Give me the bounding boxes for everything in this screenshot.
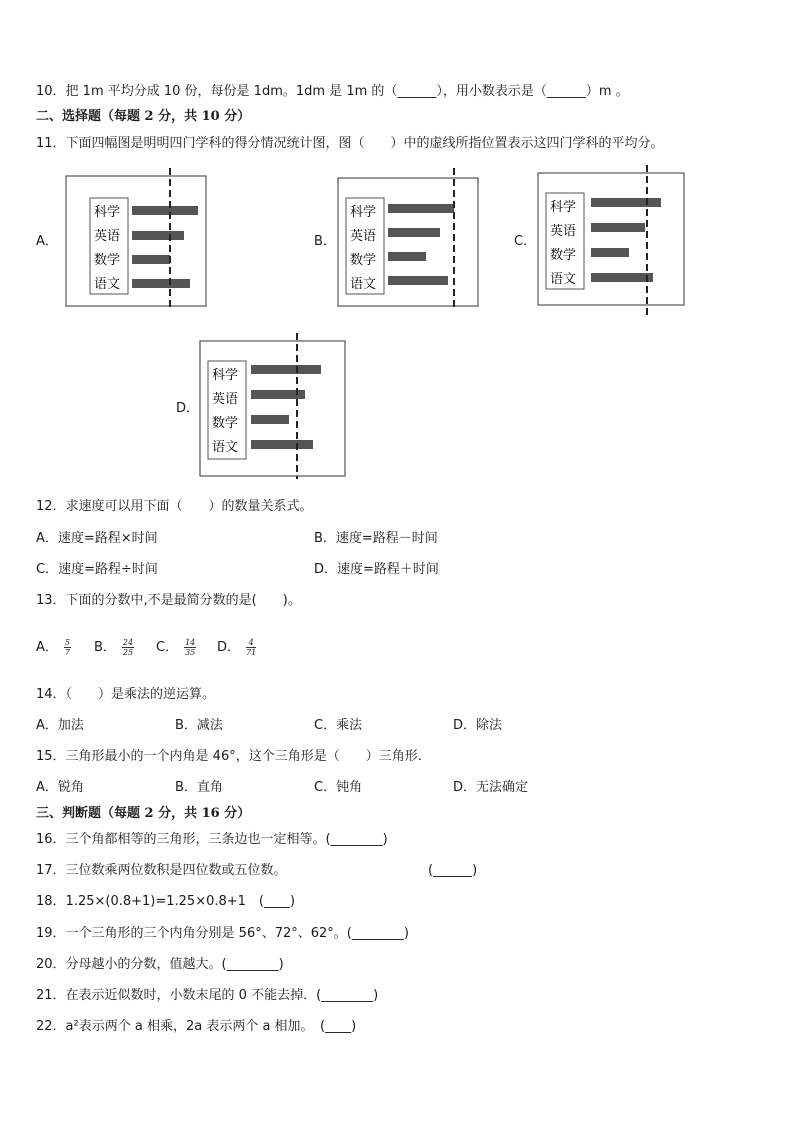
- subject-label: 科学: [94, 205, 121, 220]
- bar: [388, 252, 426, 261]
- option-label: C．: [156, 640, 179, 655]
- option-label: D．: [217, 640, 241, 655]
- q11-chart-c: [536, 165, 688, 320]
- question-10: 10．把 1m 平均分成 10 份，每份是 1dm。1dm 是 1m 的（______），用小数表示是（______）m 。: [36, 84, 629, 99]
- q15-option-d: D．无法确定: [453, 780, 529, 795]
- q14-option-a: A．加法: [36, 718, 84, 733]
- subject-label: 语文: [94, 277, 121, 292]
- question-17-blank: (______): [428, 863, 478, 878]
- question-15: 15．三角形最小的一个内角是 46°，这个三角形是（ ）三角形.: [36, 749, 422, 764]
- question-11: 11．下面四幅图是明明四门学科的得分情况统计图，图（ ）中的虚线所指位置表示这四门学科的平均分。: [36, 136, 664, 151]
- q11-chart-a: [64, 168, 214, 313]
- q11-option-a-label: A．: [36, 234, 58, 249]
- bar: [132, 279, 190, 288]
- subject-label: 语文: [212, 440, 239, 455]
- q15-option-a: A．锐角: [36, 780, 84, 795]
- option-label: A．: [36, 640, 58, 655]
- q13-option-c: [156, 638, 196, 657]
- subject-label: 数学: [94, 253, 121, 268]
- q11-option-c-label: C．: [514, 234, 537, 249]
- question-19: 19．一个三角形的三个内角分别是 56°、72°、62°。(________): [36, 926, 409, 941]
- bar: [591, 223, 645, 232]
- question-12: 12．求速度可以用下面（ ）的数量关系式。: [36, 499, 313, 514]
- bar: [251, 440, 313, 449]
- section-choice-heading: 二、选择题（每题 2 分，共 10 分）: [36, 109, 251, 124]
- fraction: $\frac{14}{35}$: [185, 638, 196, 657]
- q13-option-d: [217, 638, 256, 657]
- fraction: $\frac{4}{71}$: [246, 638, 257, 657]
- question-17: 17．三位数乘两位数积是四位数或五位数。: [36, 863, 287, 878]
- option-label: B．: [94, 640, 116, 655]
- q11-option-b-label: B．: [314, 234, 336, 249]
- question-13: 13．下面的分数中,不是最简分数的是( )。: [36, 593, 301, 608]
- subject-label: 科学: [550, 200, 577, 215]
- subject-label: 英语: [212, 392, 239, 407]
- subject-label: 语文: [350, 277, 377, 292]
- subject-label: 数学: [212, 416, 239, 431]
- q12-option-a: A．速度=路程×时间: [36, 531, 158, 546]
- q14-option-b: B．减法: [175, 718, 223, 733]
- q12-option-c: C．速度=路程÷时间: [36, 562, 158, 577]
- bar: [251, 415, 289, 424]
- q11-chart-d: [198, 333, 350, 479]
- bar: [251, 365, 321, 374]
- bar: [388, 276, 448, 285]
- q14-option-c: C．乘法: [314, 718, 363, 733]
- subject-label: 数学: [550, 248, 577, 263]
- bar: [591, 273, 653, 282]
- bar: [388, 228, 440, 237]
- q14-option-d: D．除法: [453, 718, 503, 733]
- q12-option-b: B．速度=路程－时间: [314, 531, 438, 546]
- section-judgement-heading: 三、判断题（每题 2 分，共 16 分）: [36, 806, 251, 821]
- bar: [132, 206, 198, 215]
- question-18: 18．1.25×(0.8+1)=1.25×0.8+1 (____): [36, 894, 296, 909]
- bar: [591, 248, 629, 257]
- q13-option-b: [94, 638, 134, 657]
- subject-label: 数学: [350, 253, 377, 268]
- bar: [388, 204, 454, 213]
- q15-option-c: C．钝角: [314, 780, 363, 795]
- fraction: $\frac{5}{7}$: [64, 638, 70, 657]
- subject-label: 语文: [550, 272, 577, 287]
- subject-label: 科学: [212, 368, 239, 383]
- bar: [591, 198, 661, 207]
- question-22: 22．a²表示两个 a 相乘，2a 表示两个 a 相加。 (____): [36, 1019, 357, 1034]
- q11-option-d-label: D．: [176, 401, 200, 416]
- subject-label: 英语: [94, 229, 121, 244]
- subject-label: 英语: [350, 229, 377, 244]
- q12-option-d: D．速度=路程＋时间: [314, 562, 439, 577]
- bar: [132, 255, 170, 264]
- q11-chart-b: [336, 168, 486, 313]
- question-21: 21．在表示近似数时，小数末尾的 0 不能去掉．(________): [36, 988, 379, 1003]
- question-20: 20．分母越小的分数，值越大。(________): [36, 957, 284, 972]
- question-14: 14．（ ）是乘法的逆运算。: [36, 687, 216, 702]
- question-16: 16．三个角都相等的三角形，三条边也一定相等。(________): [36, 832, 388, 847]
- fraction: $\frac{24}{25}$: [122, 638, 134, 657]
- subject-label: 科学: [350, 205, 377, 220]
- bar: [132, 231, 184, 240]
- q13-option-a: [36, 638, 71, 657]
- q15-option-b: B．直角: [175, 780, 223, 795]
- subject-label: 英语: [550, 224, 577, 239]
